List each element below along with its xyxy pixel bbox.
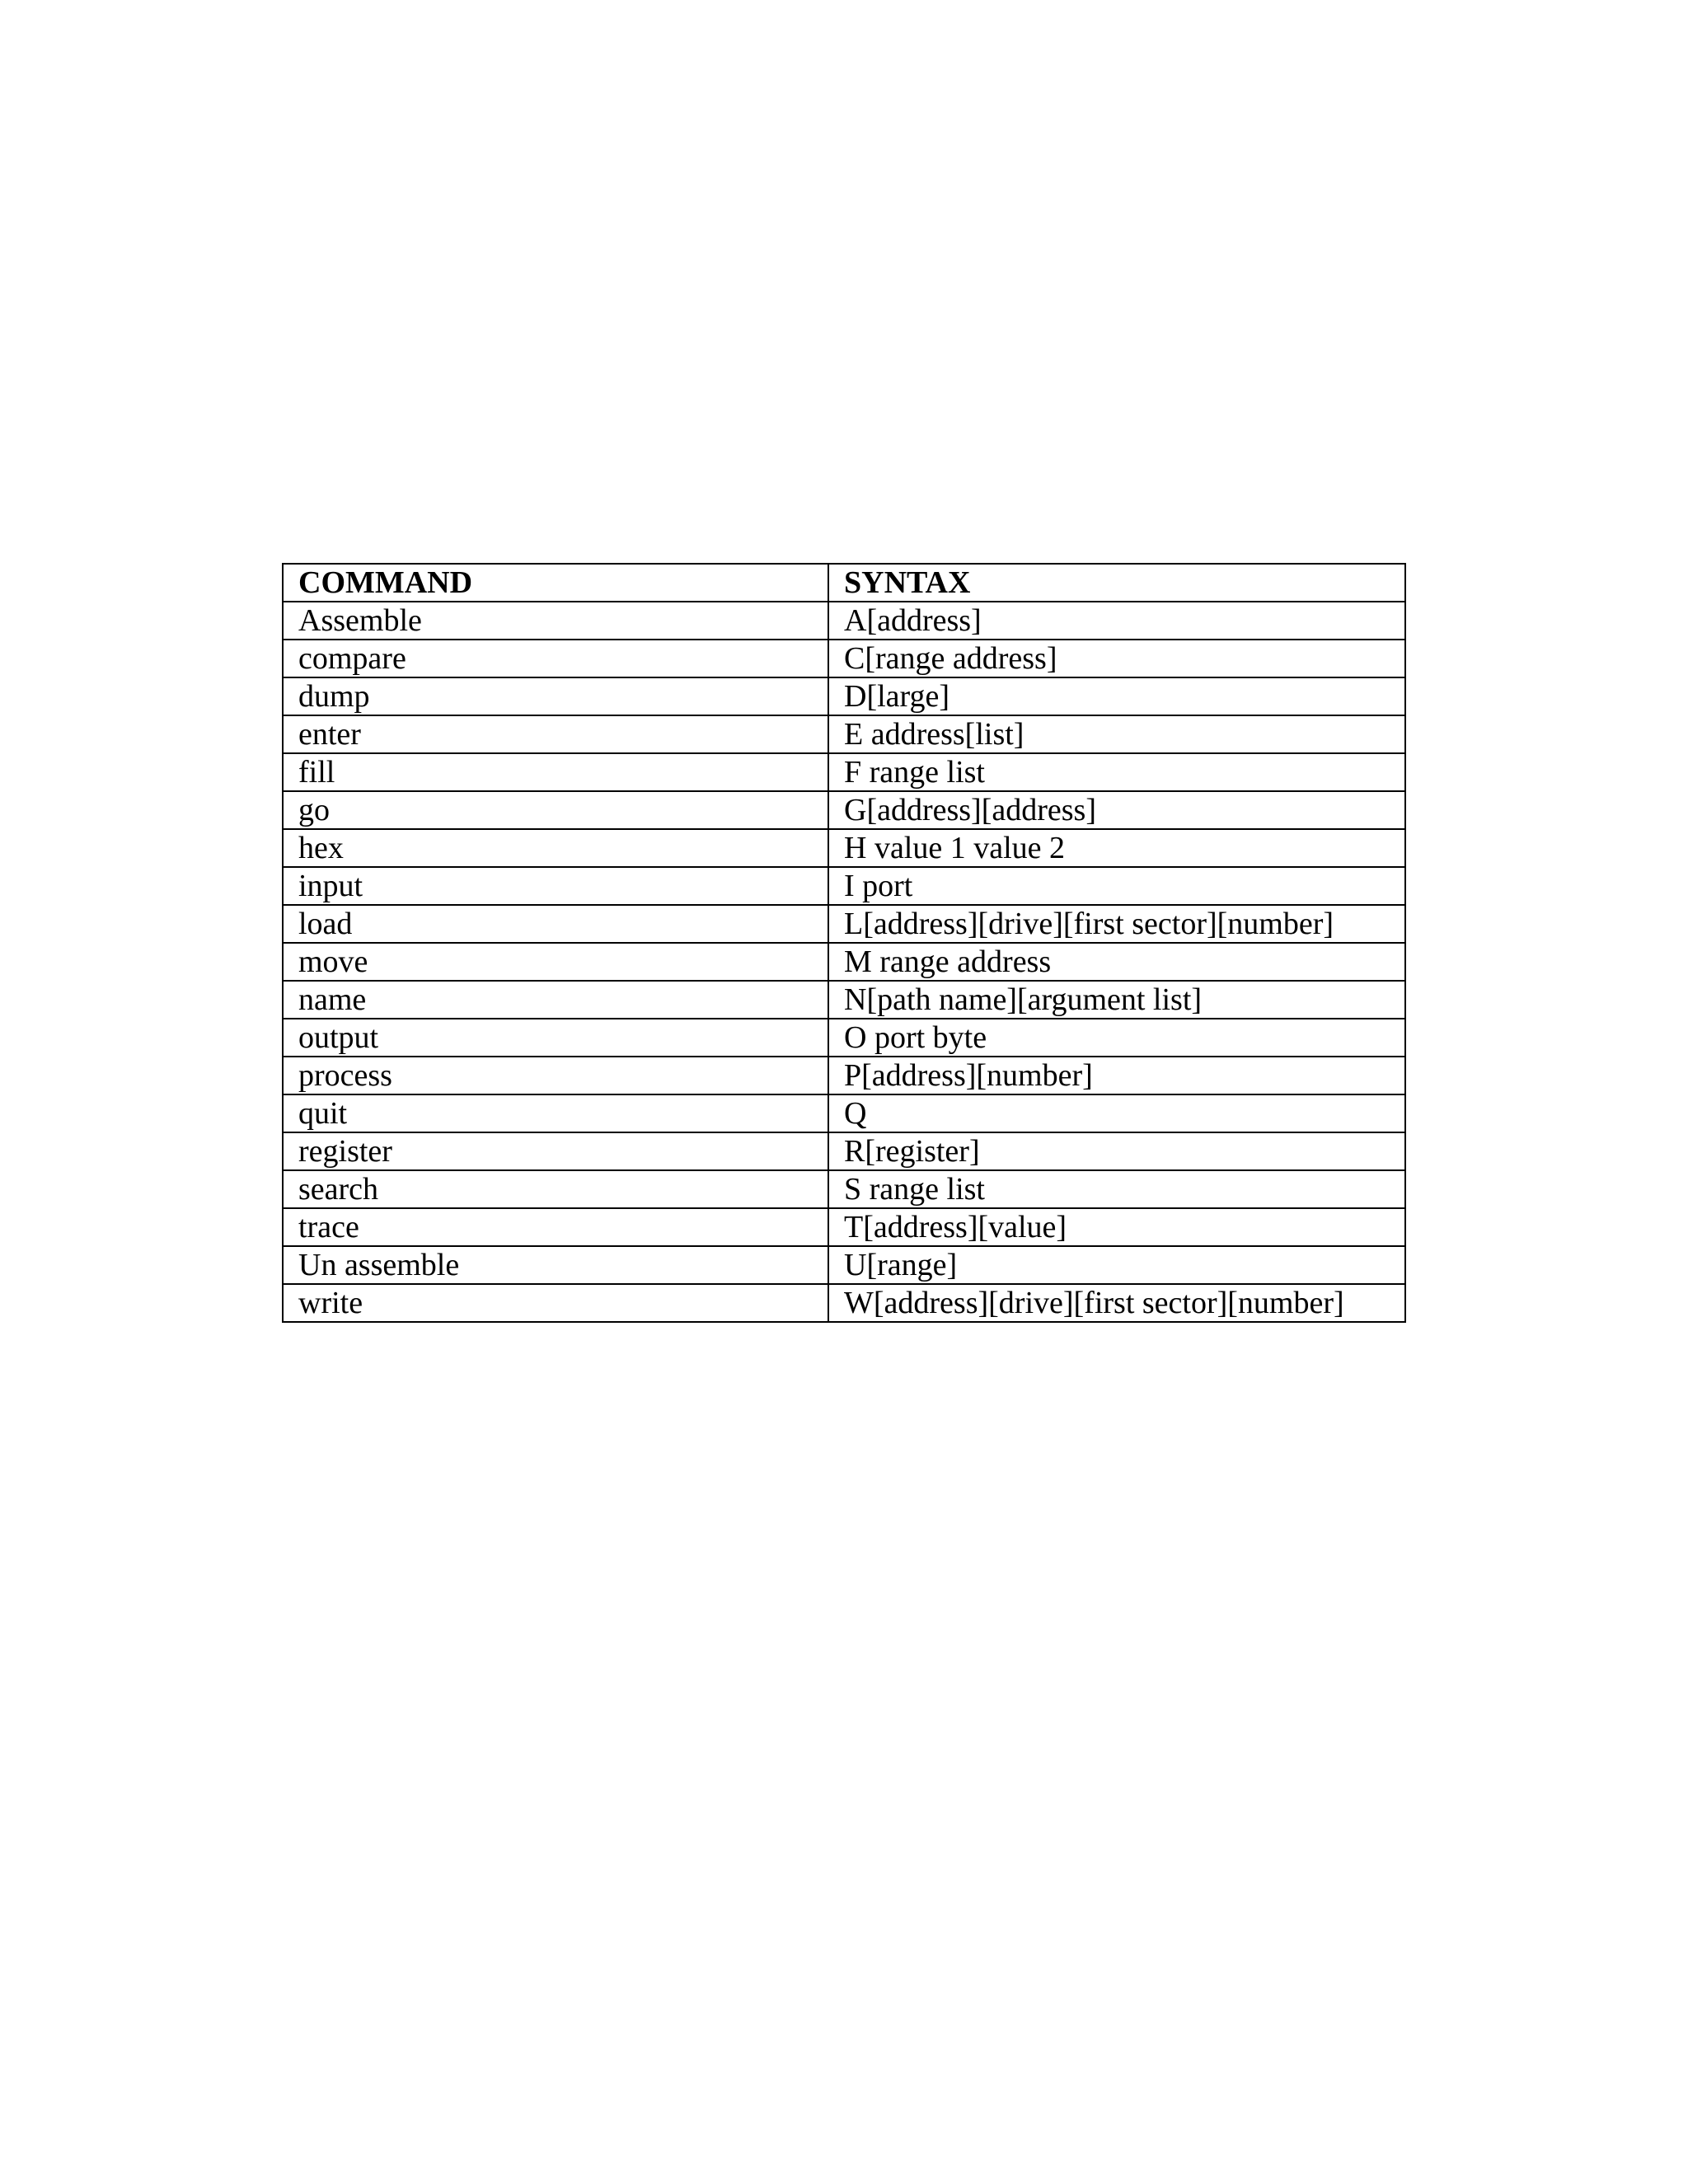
syntax-cell: R[register] — [828, 1132, 1405, 1170]
command-cell: process — [283, 1057, 828, 1094]
table-row — [283, 753, 1405, 791]
command-cell: name — [283, 981, 828, 1019]
command-cell: go — [283, 791, 828, 829]
table-row — [283, 1094, 1405, 1132]
syntax-cell: T[address][value] — [828, 1208, 1405, 1246]
table-row — [283, 867, 1405, 905]
command-cell: Un assemble — [283, 1246, 828, 1284]
syntax-cell: W[address][drive][first sector][number] — [828, 1284, 1405, 1322]
table-row — [283, 905, 1405, 943]
syntax-cell: M range address — [828, 943, 1405, 981]
command-cell: Assemble — [283, 602, 828, 640]
syntax-cell: H value 1 value 2 — [828, 829, 1405, 867]
command-cell: dump — [283, 677, 828, 715]
command-cell: load — [283, 905, 828, 943]
command-cell: move — [283, 943, 828, 981]
command-cell: search — [283, 1170, 828, 1208]
syntax-cell: D[large] — [828, 677, 1405, 715]
command-cell: enter — [283, 715, 828, 753]
table-row — [283, 943, 1405, 981]
command-cell: register — [283, 1132, 828, 1170]
table-row — [283, 715, 1405, 753]
header-syntax: SYNTAX — [828, 564, 1405, 602]
syntax-cell: S range list — [828, 1170, 1405, 1208]
command-cell: input — [283, 867, 828, 905]
table-row — [283, 1246, 1405, 1284]
command-cell: compare — [283, 640, 828, 677]
command-cell: hex — [283, 829, 828, 867]
table-row — [283, 981, 1405, 1019]
table-header-row — [283, 564, 1405, 602]
syntax-cell: P[address][number] — [828, 1057, 1405, 1094]
table-row — [283, 1208, 1405, 1246]
table-row — [283, 1170, 1405, 1208]
table-row — [283, 1284, 1405, 1322]
command-cell: fill — [283, 753, 828, 791]
syntax-cell: C[range address] — [828, 640, 1405, 677]
syntax-cell: F range list — [828, 753, 1405, 791]
syntax-cell: A[address] — [828, 602, 1405, 640]
table-row — [283, 791, 1405, 829]
syntax-cell: N[path name][argument list] — [828, 981, 1405, 1019]
syntax-cell: E address[list] — [828, 715, 1405, 753]
syntax-cell: U[range] — [828, 1246, 1405, 1284]
command-cell: write — [283, 1284, 828, 1322]
syntax-cell: L[address][drive][first sector][number] — [828, 905, 1405, 943]
table-row — [283, 1132, 1405, 1170]
table-row — [283, 1019, 1405, 1057]
command-syntax-table — [282, 563, 1406, 1323]
command-cell: output — [283, 1019, 828, 1057]
table-row — [283, 640, 1405, 677]
header-command: COMMAND — [283, 564, 828, 602]
table-row — [283, 677, 1405, 715]
syntax-cell: O port byte — [828, 1019, 1405, 1057]
table-row — [283, 602, 1405, 640]
command-cell: quit — [283, 1094, 828, 1132]
syntax-cell: G[address][address] — [828, 791, 1405, 829]
table-row — [283, 1057, 1405, 1094]
syntax-cell: I port — [828, 867, 1405, 905]
table-row — [283, 829, 1405, 867]
command-cell: trace — [283, 1208, 828, 1246]
syntax-cell: Q — [828, 1094, 1405, 1132]
